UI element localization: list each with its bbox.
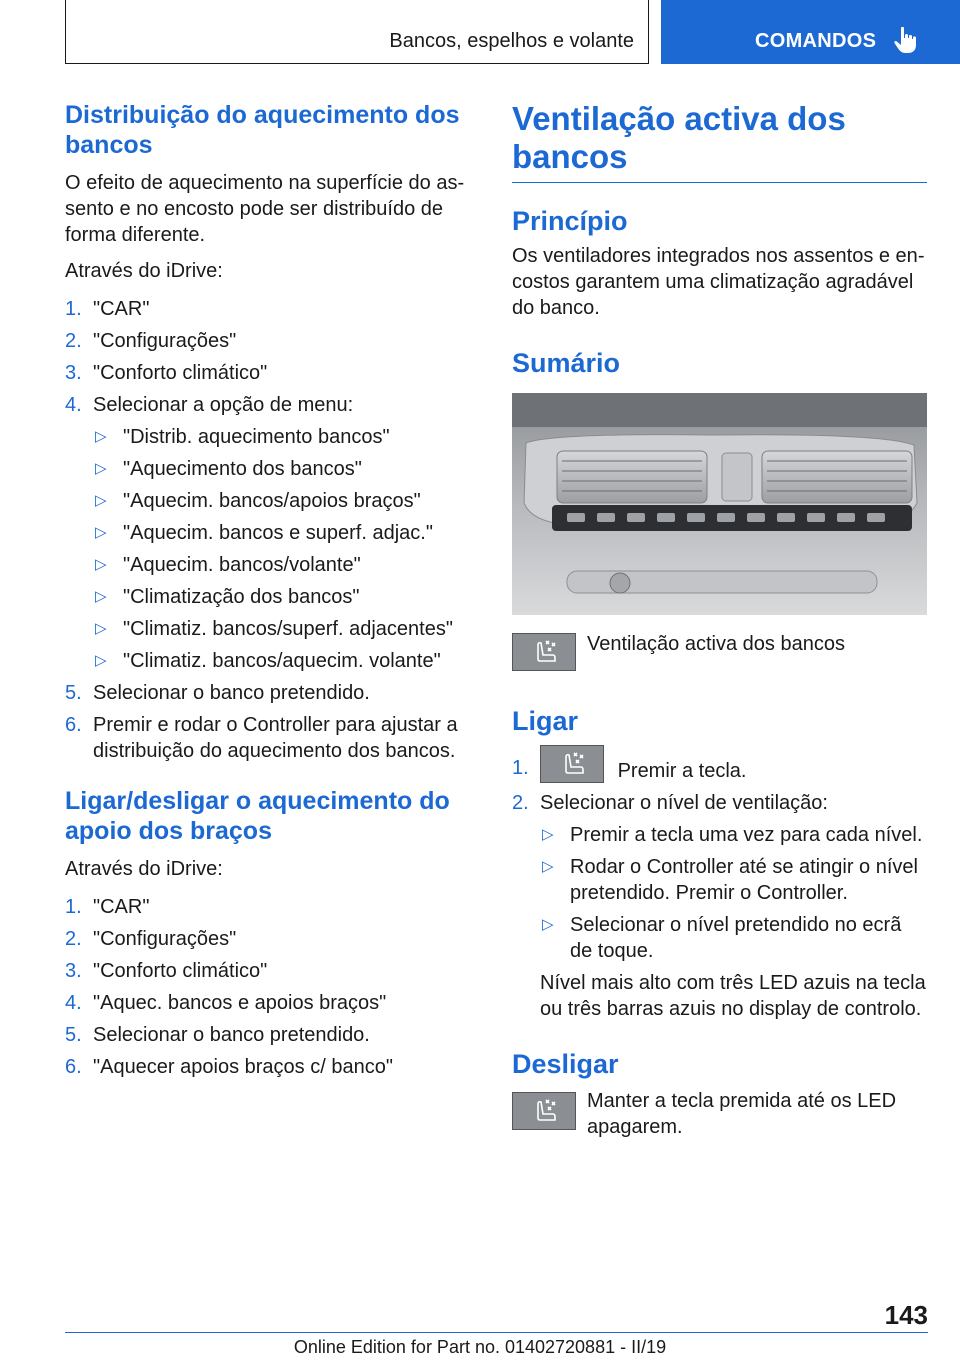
triangle-bullet-icon: ▷ [95, 652, 107, 669]
heading-armrest-heating: Ligar/desligar o aquecimento do apoio dos braços [65, 787, 450, 845]
list-item: 2. "Configurações" [65, 330, 237, 352]
heading-principle: Princípio [512, 206, 628, 236]
list-item: ▷ "Climatiz. bancos/aquecim. volante" [95, 650, 441, 672]
list-item: ▷ Selecionar o nível pretendido no ecrã de toque. [542, 914, 902, 963]
ventilation-options-list [540, 822, 927, 964]
idrive-lead: Através do iDrive: [65, 858, 223, 880]
list-item: 5. Selecionar o banco pretendido. [65, 682, 370, 704]
heading-on: Ligar [512, 706, 579, 736]
list-item: ▷ "Aquecim. bancos/apoios braços" [95, 490, 421, 512]
steps-list-on [512, 745, 927, 1022]
off-instruction-row [512, 1088, 927, 1140]
header-section-box [65, 0, 649, 64]
left-column [65, 100, 480, 1086]
list-item: ▷ "Aquecim. bancos/volante" [95, 554, 361, 576]
steps-list-armrest [65, 894, 480, 1080]
heading-seat-heating-distribution: Distribuição do aquecimento dos bancos [65, 101, 460, 159]
heading-summary: Sumário [512, 348, 621, 378]
triangle-bullet-icon: ▷ [95, 428, 107, 445]
triangle-bullet-icon: ▷ [542, 826, 554, 844]
seat-ventilation-button-icon [512, 633, 576, 671]
triangle-bullet-icon: ▷ [95, 556, 107, 573]
list-item: 2. "Configurações" [65, 928, 237, 950]
list-item: 6. "Aquecer apoios braços c/ banco" [65, 1056, 393, 1078]
icon-caption-row [512, 633, 927, 671]
list-item: ▷ "Climatização dos bancos" [95, 586, 360, 608]
chapter-title: Ventilação activa dos bancos [512, 100, 846, 175]
footer-divider [65, 1332, 928, 1333]
header-section-title: Bancos, espelhos e volante [389, 30, 634, 52]
triangle-bullet-icon: ▷ [95, 460, 107, 477]
pointing-hand-icon [893, 26, 919, 54]
dashboard-vents-photo [512, 393, 927, 615]
idrive-lead: Através do iDrive: [65, 260, 223, 282]
chapter-tab-label: COMANDOS [755, 30, 877, 52]
list-item: 1. "CAR" [65, 298, 150, 320]
list-item: ▷ "Distrib. aquecimento bancos" [95, 426, 390, 448]
steps-list-distribution [65, 296, 480, 764]
triangle-bullet-icon: ▷ [95, 620, 107, 637]
list-item: 3. "Conforto climático" [65, 960, 268, 982]
list-item: 3. "Conforto climático" [65, 362, 268, 384]
list-item: ▷ Rodar o Controller até se atingir o nível pretendido. Premir o Controller. [542, 856, 918, 905]
max-level-note: Nível mais alto com três LED azuis na tecla ou três barras azuis no display de controlo. [540, 972, 926, 1021]
icon-caption: Ventilação activa dos bancos [587, 633, 845, 655]
off-instruction: Manter a tecla premida até os LED apagarem. [587, 1090, 897, 1139]
list-item: ▷ "Aquecimento dos bancos" [95, 458, 362, 480]
list-item: ▷ "Climatiz. bancos/superf. adjacentes" [95, 618, 453, 640]
list-item: 4. "Aquec. bancos e apoios braços" [65, 992, 387, 1014]
principle-paragraph: Os ventiladores integrados nos assentos e encostos garantem uma climatização agradável do banco. [512, 245, 925, 319]
seat-ventilation-button-icon [512, 1092, 576, 1130]
list-item: 5. Selecionar o banco pretendido. [65, 1024, 370, 1046]
list-item: 1. "CAR" [65, 896, 150, 918]
chapter-tab[interactable] [661, 0, 960, 64]
page-number: 143 [884, 1300, 928, 1330]
triangle-bullet-icon: ▷ [542, 858, 554, 876]
right-column [512, 100, 927, 1140]
list-item: ▷ Premir a tecla uma vez para cada nível. [542, 824, 923, 847]
list-item: 1. Premir a tecla. [512, 745, 927, 784]
list-item: 6. Premir e rodar o Controller para ajustar a distribuição do aquecimento dos bancos. [65, 714, 458, 762]
list-item: 2. Selecionar o nível de ventilação: ▷ Premir a tecla uma vez para cada nível. ▷ Rodar o Controller até se atingir o nível pretendido. Premir o Controller. ▷ Selecionar o nível pretendido no ecrã de toque. Nível mais alto com três LED azuis na tecla ou três barras azuis no display de controlo. [512, 792, 926, 1021]
triangle-bullet-icon: ▷ [95, 524, 107, 541]
seat-ventilation-button-icon [540, 745, 604, 783]
intro-paragraph: O efeito de aquecimento na superfície do assento e no encosto pode ser distribuído de forma diferente. [65, 172, 465, 246]
triangle-bullet-icon: ▷ [542, 916, 554, 934]
footer-edition: Online Edition for Part no. 01402720881 - II/19 [293, 1337, 667, 1357]
menu-options-list [93, 424, 480, 674]
triangle-bullet-icon: ▷ [95, 492, 107, 509]
list-item: ▷ "Aquecim. bancos e superf. adjac." [95, 522, 433, 544]
triangle-bullet-icon: ▷ [95, 588, 107, 605]
list-item: 4. Selecionar a opção de menu: ▷ "Distrib. aquecimento bancos" ▷ "Aquecimento dos bancos" ▷ "Aquecim. bancos/apoios braços" ▷ "Aquecim. bancos e superf. adjac." ▷ "Aquecim. bancos/volante" ▷ "Climatização dos bancos" ▷ "Climatiz. bancos/superf. adjacentes" ▷ "Climatiz. bancos/aquecim. volante" [65, 392, 480, 674]
heading-off: Desligar [512, 1049, 619, 1080]
